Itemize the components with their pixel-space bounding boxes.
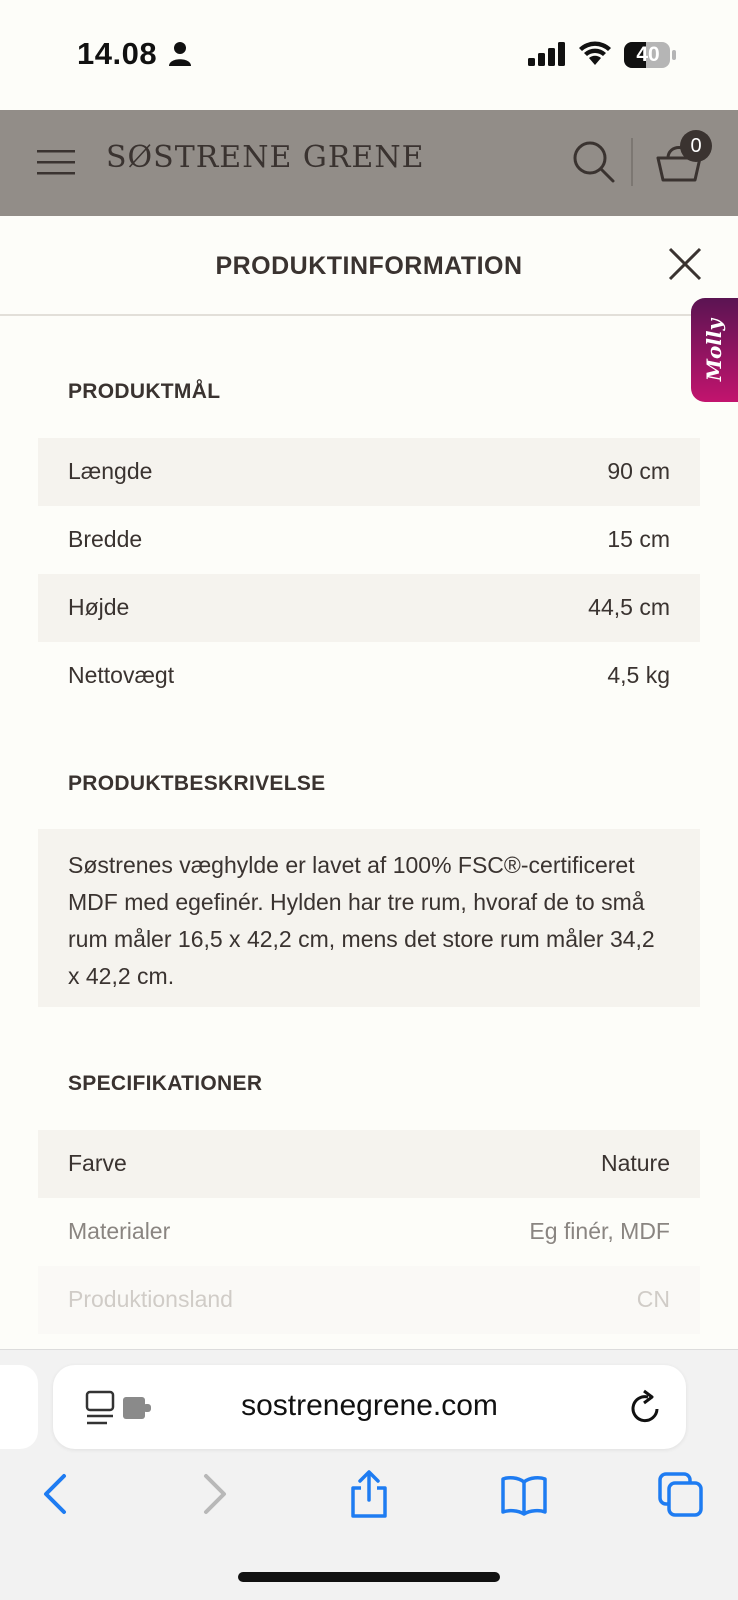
row-value: 4,5 kg	[607, 662, 670, 688]
row-label: Højde	[68, 594, 130, 620]
table-row	[38, 1198, 700, 1266]
panel-header	[0, 216, 738, 316]
table-row	[38, 1266, 700, 1334]
address-bar[interactable]	[53, 1365, 686, 1449]
row-label: Bredde	[68, 526, 143, 552]
table-row	[38, 438, 700, 506]
row-value: CN	[636, 1286, 670, 1312]
battery-level: 40	[636, 43, 660, 66]
tabs-icon[interactable]	[656, 1470, 704, 1518]
specifications-title: SPECIFIKATIONER	[68, 1072, 263, 1095]
table-row	[38, 506, 700, 574]
molly-chat-widget[interactable]	[691, 298, 738, 402]
table-row	[38, 574, 700, 642]
row-value: Eg finér, MDF	[529, 1218, 670, 1244]
site-logo[interactable]: SØSTRENE GRENE	[106, 140, 425, 175]
back-icon[interactable]	[32, 1470, 80, 1518]
row-label: Produktionsland	[68, 1286, 233, 1312]
url-text: sostrenegrene.com	[241, 1389, 498, 1422]
panel-title: PRODUKTINFORMATION	[215, 252, 523, 280]
row-value: 15 cm	[607, 526, 670, 552]
status-bar	[0, 0, 738, 110]
wifi-icon	[578, 40, 612, 66]
description-title: PRODUKTBESKRIVELSE	[68, 772, 326, 795]
row-value: 44,5 cm	[588, 594, 670, 620]
forward-icon[interactable]	[190, 1470, 238, 1518]
row-label: Farve	[68, 1150, 127, 1176]
row-label: Materialer	[68, 1218, 171, 1244]
description-text: Søstrenes væghylde er lavet af 100% FSC®-certificeret MDF med egefinér. Hylden har tre rum, hvoraf de to små rum måler 16,5 x 42,2 cm, mens det store rum måler 34,2 x 42,2 cm.	[38, 829, 700, 1007]
row-value: Nature	[600, 1150, 670, 1176]
status-time: 14.08	[77, 36, 158, 71]
molly-label: Molly	[702, 318, 727, 382]
basket-count-badge: 0	[680, 130, 712, 162]
close-icon[interactable]	[667, 246, 703, 282]
home-indicator	[238, 1572, 500, 1582]
previous-tab-preview[interactable]	[0, 1365, 38, 1449]
row-value: 90 cm	[607, 458, 670, 484]
row-label: Længde	[68, 458, 153, 484]
person-icon	[168, 41, 192, 67]
row-label: Nettovægt	[68, 662, 175, 688]
share-icon[interactable]	[345, 1470, 393, 1518]
reload-icon[interactable]	[627, 1389, 663, 1427]
dimensions-title: PRODUKTMÅL	[68, 380, 221, 403]
site-header	[0, 110, 738, 216]
table-row	[38, 1130, 700, 1198]
browser-toolbar	[0, 1349, 738, 1600]
table-row	[38, 642, 700, 710]
search-icon[interactable]	[572, 140, 616, 184]
header-divider	[631, 138, 633, 186]
bookmarks-icon[interactable]	[500, 1470, 548, 1518]
cellular-signal-icon	[528, 42, 568, 66]
hamburger-menu-icon[interactable]	[37, 147, 77, 177]
